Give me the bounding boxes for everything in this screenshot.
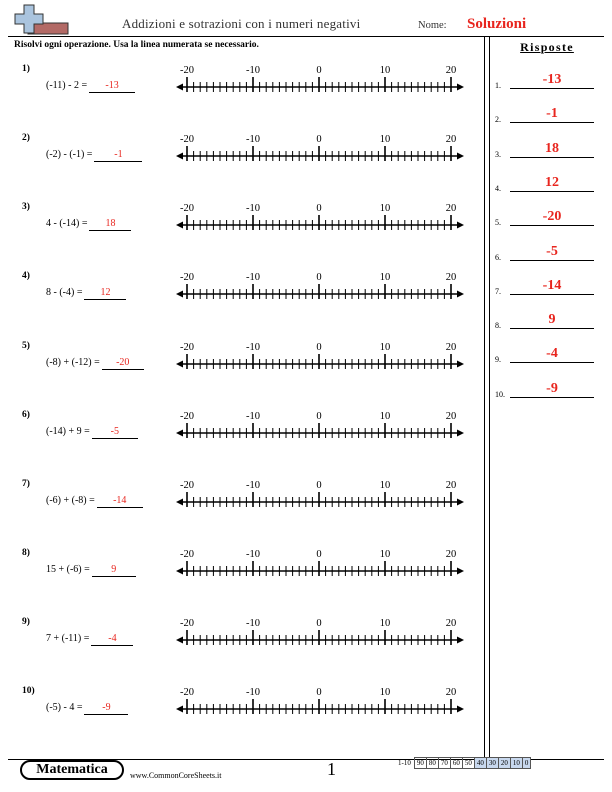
problem-number: 3) [22,202,30,212]
number-line-label: -20 [180,203,194,214]
arrow-right-icon [457,84,464,91]
number-line-label: 20 [445,134,457,145]
answer-blank[interactable]: -9 [84,701,128,715]
number-line-label: 10 [379,480,391,491]
solutions-label: Soluzioni [467,16,527,32]
answer-key-value: -9 [510,381,594,398]
problem-number: 5) [22,341,30,351]
score-table [396,757,531,769]
number-line-label: 10 [379,65,391,76]
number-line-label: 20 [445,342,457,353]
expression-text: (-11) - 2 = [46,80,88,91]
answer-key-value: -5 [510,244,594,261]
number-line-label: 10 [379,618,391,629]
problem-number: 6) [22,410,30,420]
expression-text: (-14) + 9 = [46,426,90,437]
answer-key-value: 9 [510,312,594,329]
expression-text: 7 + (-11) = [46,633,90,644]
number-line-label: -20 [180,549,194,560]
number-line-label: -20 [180,134,194,145]
number-line-label: 20 [445,687,457,698]
number-line-label: 20 [445,203,457,214]
score-cell: 30 [486,758,498,769]
arrow-left-icon [176,84,183,91]
arrow-right-icon [457,499,464,506]
expression-text: (-5) - 4 = [46,702,83,713]
arrow-right-icon [457,637,464,644]
arrow-left-icon [176,568,183,575]
arrow-left-icon [176,706,183,713]
number-line-label: 10 [379,272,391,283]
number-line-label: 10 [379,687,391,698]
number-line-label: 0 [316,687,322,698]
worksheet-title: Addizioni e sotrazioni con i numeri negativi [122,16,361,31]
number-line [172,62,472,102]
answer-blank[interactable]: 9 [92,563,136,577]
number-line [172,339,472,379]
score-cell: 20 [498,758,510,769]
answer-key-number: 7. [495,286,501,296]
arrow-left-icon [176,153,183,160]
number-line-label: -20 [180,480,194,491]
number-line-label: -20 [180,687,194,698]
answer-column-divider [484,37,490,759]
problem-expression [46,286,126,300]
problem-number: 1) [22,64,30,74]
number-line-label: 0 [316,480,322,491]
logo-icon [14,3,70,37]
answer-key-number: 4. [495,183,501,193]
problem-expression [46,632,133,646]
number-line-label: 10 [379,342,391,353]
problem-expression [46,701,128,715]
arrow-right-icon [457,430,464,437]
number-line-label: 10 [379,203,391,214]
problem-expression [46,425,138,439]
answer-key-value: -4 [510,346,594,363]
answer-key-value: -14 [510,278,594,295]
problem-number: 7) [22,479,30,489]
number-line-label: -20 [180,411,194,422]
number-line-label: 0 [316,618,322,629]
answer-blank[interactable]: -20 [102,356,144,370]
arrow-left-icon [176,361,183,368]
instructions: Risolvi ogni operazione. Usa la linea numerata se necessario. [14,40,259,50]
score-range-label: 1-10 [398,759,411,767]
answer-key-number: 9. [495,355,501,365]
number-line [172,615,472,655]
number-line-label: -10 [246,342,260,353]
arrow-left-icon [176,222,183,229]
number-line-label: -10 [246,134,260,145]
number-line-label: 20 [445,549,457,560]
number-line-label: -10 [246,272,260,283]
expression-text: 15 + (-6) = [46,564,90,575]
answer-key-value: -13 [510,72,594,89]
answer-blank[interactable]: -1 [94,148,142,162]
problem-expression [46,79,135,93]
arrow-left-icon [176,430,183,437]
expression-text: (-2) - (-1) = [46,149,93,160]
number-line-label: 20 [445,411,457,422]
number-line-label: -10 [246,549,260,560]
score-cell: 50 [462,758,474,769]
problem-expression [46,356,144,370]
answer-blank[interactable]: -13 [89,79,135,93]
number-line [172,269,472,309]
brand-badge: Matematica [20,760,124,780]
arrow-right-icon [457,361,464,368]
number-line [172,477,472,517]
number-line-label: -20 [180,618,194,629]
problem-number: 10) [22,686,35,696]
answer-key-number: 8. [495,321,501,331]
number-line-label: 0 [316,411,322,422]
answer-key-number: 2. [495,115,501,125]
score-cell: 80 [426,758,438,769]
number-line [172,200,472,240]
arrow-left-icon [176,499,183,506]
expression-text: (-6) + (-8) = [46,495,95,506]
number-line-label: -10 [246,411,260,422]
problem-number: 8) [22,548,30,558]
website-link[interactable]: www.CommonCoreSheets.it [130,771,222,780]
problem-number: 9) [22,617,30,627]
score-cell: 0 [522,758,531,769]
problem-expression [46,563,136,577]
problem-number: 2) [22,133,30,143]
answer-blank[interactable]: 12 [84,286,126,300]
problem-expression [46,494,143,508]
answer-key-number: 6. [495,252,501,262]
answer-key-number: 5. [495,218,501,228]
number-line-label: 10 [379,134,391,145]
answer-blank[interactable]: -5 [92,425,138,439]
answer-key-number: 3. [495,149,501,159]
answer-key-value: 18 [510,141,594,158]
arrow-right-icon [457,291,464,298]
number-line-label: 0 [316,272,322,283]
answer-key-number: 1. [495,81,501,90]
arrow-right-icon [457,153,464,160]
number-line-label: -20 [180,272,194,283]
arrow-right-icon [457,222,464,229]
number-line-label: 0 [316,203,322,214]
number-line-label: 0 [316,134,322,145]
answer-key-number: 10. [495,389,505,399]
number-line [172,546,472,586]
number-line-label: 20 [445,618,457,629]
number-line-label: 20 [445,480,457,491]
number-line-label: 0 [316,549,322,560]
expression-text: (-8) + (-12) = [46,357,100,368]
number-line [172,131,472,171]
number-line-label: 0 [316,65,322,76]
number-line-label: 0 [316,342,322,353]
arrow-right-icon [457,568,464,575]
number-line-label: -10 [246,618,260,629]
expression-text: 4 - (-14) = [46,218,88,229]
arrow-left-icon [176,637,183,644]
score-cell: 60 [450,758,462,769]
arrow-left-icon [176,291,183,298]
problem-expression [46,148,142,162]
page-number: 1 [327,759,336,779]
number-line-label: 10 [379,411,391,422]
answer-blank[interactable]: -4 [91,632,133,646]
answer-key-value: 12 [510,175,594,192]
header-divider [8,36,604,37]
expression-text: 8 - (-4) = [46,287,83,298]
number-line [172,684,472,724]
problem-number: 4) [22,271,30,281]
arrow-right-icon [457,706,464,713]
number-line-label: 10 [379,549,391,560]
score-cell: 40 [474,758,486,769]
number-line [172,408,472,448]
score-cell: 70 [438,758,450,769]
number-line-label: -10 [246,687,260,698]
number-line-label: -20 [180,342,194,353]
number-line-label: 20 [445,65,457,76]
answer-blank[interactable]: -14 [97,494,143,508]
score-cell: 90 [414,758,426,769]
number-line-label: -20 [180,65,194,76]
number-line-label: -10 [246,203,260,214]
answer-key-value: -20 [510,209,594,226]
answer-key-value: -1 [510,106,594,123]
answer-blank[interactable]: 18 [89,217,131,231]
answers-title: Risposte [520,40,574,54]
problem-expression [46,217,131,231]
number-line-label: 20 [445,272,457,283]
score-cell: 10 [510,758,522,769]
number-line-label: -10 [246,480,260,491]
name-label: Nome: [418,20,447,31]
number-line-label: -10 [246,65,260,76]
